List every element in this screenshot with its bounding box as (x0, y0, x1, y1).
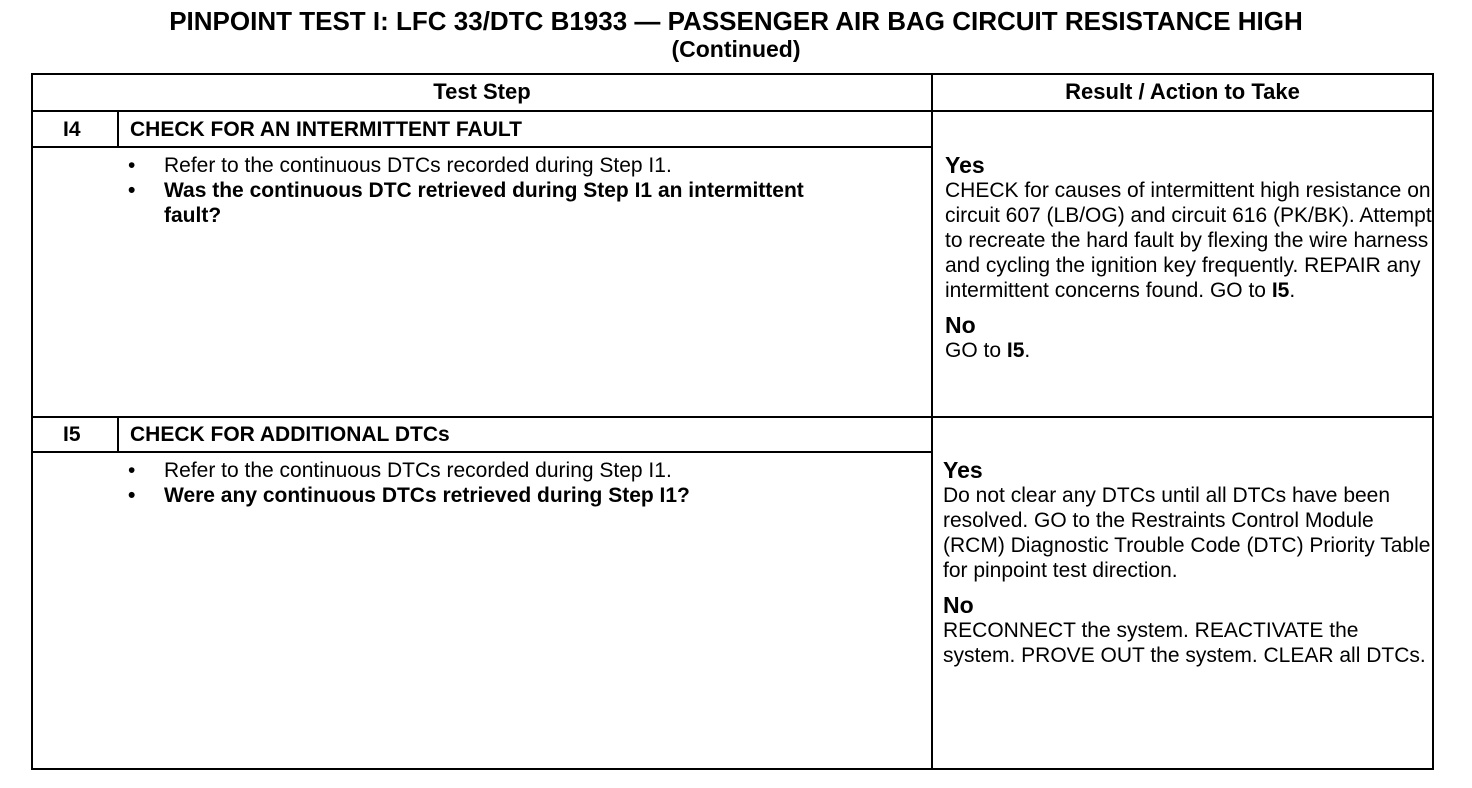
no-label: No (945, 312, 976, 338)
pinpoint-test-table (31, 73, 1434, 770)
i5-title-divider (33, 451, 931, 453)
i4-id-divider (117, 110, 119, 146)
yes-label: Yes (945, 152, 985, 178)
step-i5-result (943, 458, 1433, 668)
step-id-i4: I4 (63, 118, 81, 141)
yes-label: Yes (943, 457, 983, 483)
step-reference: I5 (1271, 279, 1290, 302)
header-test-step: Test Step (433, 79, 531, 104)
step-i4-result (945, 153, 1435, 363)
step-i5-instructions (128, 458, 848, 508)
yes-action: CHECK for causes of intermittent high resistance on circuit 607 (LB/OG) and circuit 616 (PK/BK). Attempt to recreate the hard fault by flexing the wire harness and cycling the ignition key frequently. REPAIR any intermittent concerns found. GO to I5. (945, 179, 1432, 302)
header-result-action: Result / Action to Take (1065, 79, 1300, 104)
page-subtitle: (Continued) (671, 36, 801, 62)
step-title-i5: CHECK FOR ADDITIONAL DTCs (130, 423, 450, 446)
no-label: No (943, 592, 974, 618)
page-title: PINPOINT TEST I: LFC 33/DTC B1933 — PASSENGER AIR BAG CIRCUIT RESISTANCE HIGH (169, 6, 1303, 36)
header-divider (33, 110, 1432, 112)
row-divider (33, 416, 1432, 418)
list-item: • Refer to the continuous DTCs recorded during Step I1. (128, 153, 848, 178)
i4-title-divider (33, 146, 931, 148)
list-item: • Were any continuous DTCs retrieved during Step I1? (128, 483, 848, 508)
step-id-i5: I5 (63, 423, 81, 446)
yes-action: Do not clear any DTCs until all DTCs have been resolved. GO to the Restraints Control Module (RCM) Diagnostic Trouble Code (DTC) Priority Table for pinpoint test direction. (943, 484, 1431, 582)
i5-id-divider (117, 416, 119, 451)
no-action: GO to I5. (945, 339, 1031, 362)
no-action: RECONNECT the system. REACTIVATE the system. PROVE OUT the system. CLEAR all DTCs. (943, 619, 1426, 667)
list-item: • Was the continuous DTC retrieved during Step I1 an intermittent fault? (128, 178, 848, 228)
step-i4-instructions (128, 153, 848, 228)
column-divider (931, 75, 933, 768)
step-reference: I5 (1006, 339, 1025, 362)
list-item: • Refer to the continuous DTCs recorded during Step I1. (128, 458, 848, 483)
step-title-i4: CHECK FOR AN INTERMITTENT FAULT (130, 118, 522, 141)
